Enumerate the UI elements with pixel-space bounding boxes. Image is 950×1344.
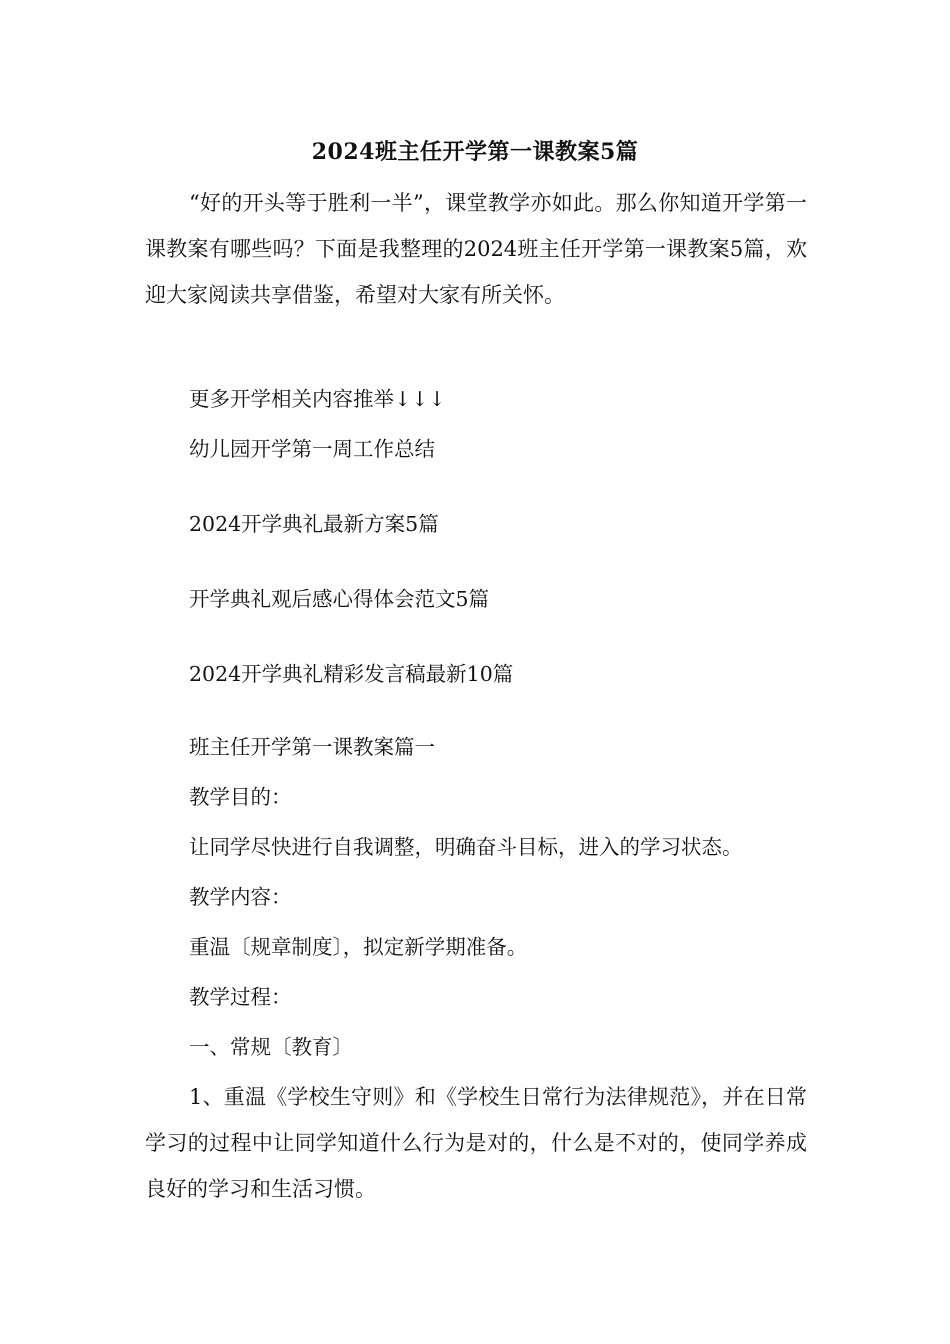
step1-paragraph: 1、重温《学校生守则》和《学校生日常行为法律规范》，并在日常学习的过程中让同学知道什么行为是对的，什么是不对的，使同学养成良好的学习和生活习惯。 xyxy=(145,1085,807,1201)
process-label: 教学过程： xyxy=(189,985,292,1009)
related-link-4[interactable]: 2024开学典礼精彩发言稿最新10篇 xyxy=(189,662,514,686)
related-link-3[interactable]: 开学典礼观后感心得体会范文5篇 xyxy=(189,587,490,611)
goal-text: 让同学尽快进行自我调整，明确奋斗目标，进入的学习状态。 xyxy=(189,835,743,859)
related-link-1[interactable]: 幼儿园开学第一周工作总结 xyxy=(189,437,435,461)
related-link-2[interactable]: 2024开学典礼最新方案5篇 xyxy=(189,512,439,536)
section-title: 班主任开学第一课教案篇一 xyxy=(189,735,435,759)
content-text: 重温〔规章制度〕，拟定新学期准备。 xyxy=(189,935,528,959)
more-content-heading: 更多开学相关内容推举↓↓↓ xyxy=(189,387,446,411)
goal-label: 教学目的： xyxy=(189,785,292,809)
content-label: 教学内容： xyxy=(189,885,292,909)
intro-paragraph: “好的开头等于胜利一半”，课堂教学亦如此。那么你知道开学第一课教案有哪些吗？下面是我整理的2024班主任开学第一课教案5篇，欢迎大家阅读共享借鉴，希望对大家有所关怀。 xyxy=(145,191,807,307)
document-title: 2024班主任开学第一课教案5篇 xyxy=(311,139,639,165)
step1-heading: 一、常规〔教育〕 xyxy=(189,1035,353,1059)
